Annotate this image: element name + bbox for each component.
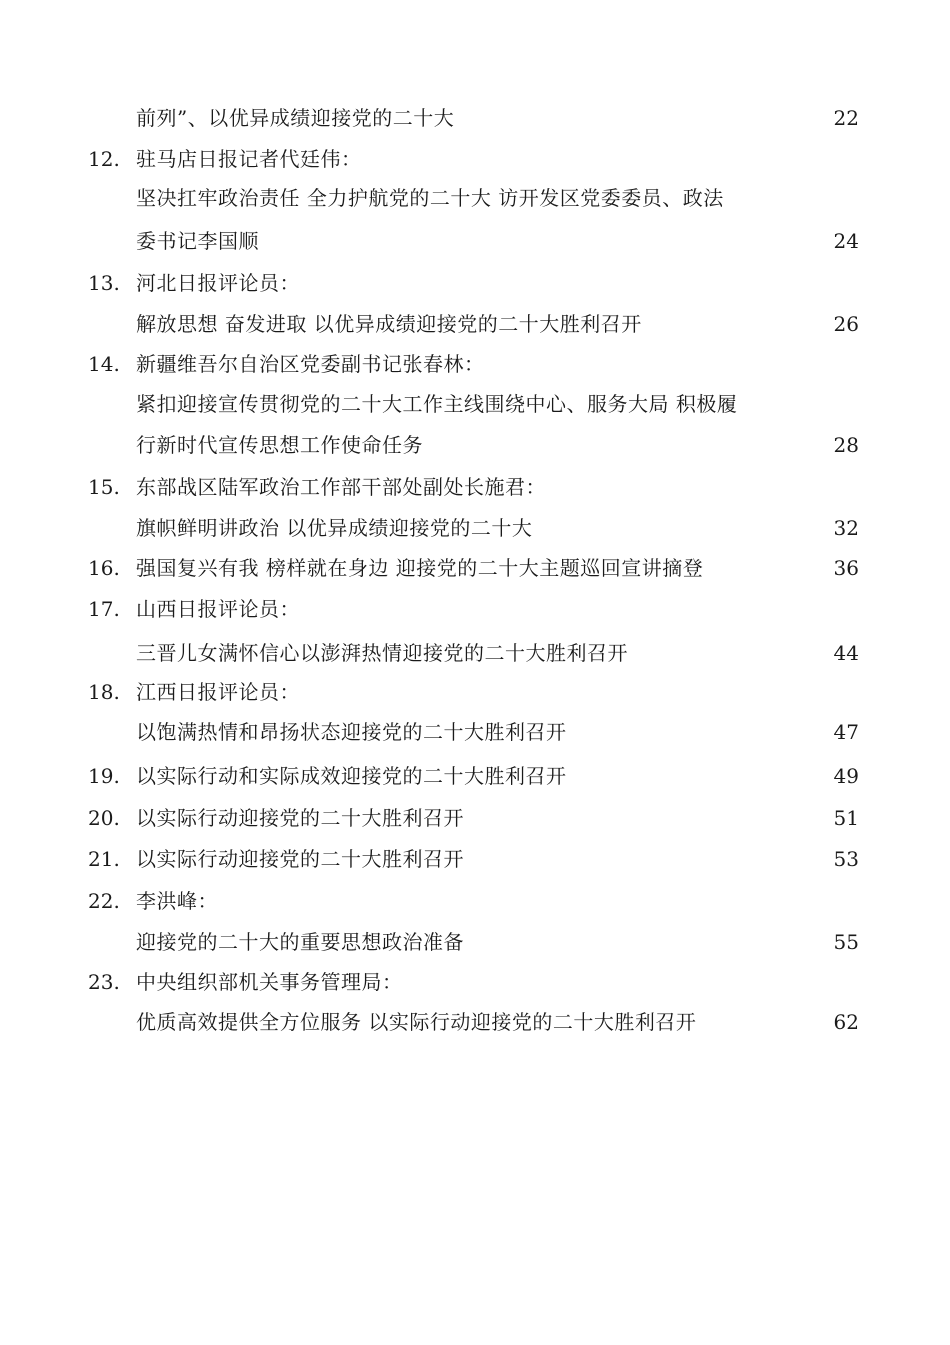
toc-entry-line bbox=[0, 553, 950, 583]
toc-entry-text: 强国复兴有我 榜样就在身边 迎接党的二十大主题巡回宣讲摘登 bbox=[136, 556, 704, 580]
toc-entry-line bbox=[0, 967, 950, 997]
toc-entry-line bbox=[0, 1007, 950, 1037]
toc-entry-author: 李洪峰： bbox=[136, 889, 218, 913]
toc-entry-text: 旗帜鲜明讲政治 以优异成绩迎接党的二十大 bbox=[136, 516, 533, 540]
toc-entry-line bbox=[0, 803, 950, 833]
toc-entry-line bbox=[0, 844, 950, 874]
toc-page-number: 55 bbox=[833, 930, 859, 954]
toc-page-number: 24 bbox=[833, 229, 859, 253]
toc-page-number: 22 bbox=[833, 106, 859, 130]
toc-entry-author: 驻马店日报记者代廷伟： bbox=[136, 147, 362, 171]
toc-entry-line bbox=[0, 309, 950, 339]
toc-entry-author: 山西日报评论员： bbox=[136, 597, 300, 621]
toc-entry-line bbox=[0, 472, 950, 502]
toc-page-number: 49 bbox=[833, 764, 859, 788]
toc-entry-line bbox=[0, 349, 950, 379]
toc-entry-text: 以实际行动迎接党的二十大胜利召开 bbox=[136, 847, 464, 871]
toc-entry-number: 18. bbox=[88, 680, 120, 704]
toc-entry-line bbox=[0, 389, 950, 419]
toc-page-number: 28 bbox=[833, 433, 859, 457]
toc-page-number: 47 bbox=[833, 720, 859, 744]
toc-entry-text: 迎接党的二十大的重要思想政治准备 bbox=[136, 930, 464, 954]
toc-entry-text: 委书记李国顺 bbox=[136, 229, 259, 253]
toc-entry-line bbox=[0, 103, 950, 133]
toc-entry-author: 江西日报评论员： bbox=[136, 680, 300, 704]
toc-entry-line bbox=[0, 144, 950, 174]
toc-entry-number: 12. bbox=[88, 147, 120, 171]
toc-entry-number: 19. bbox=[88, 764, 120, 788]
toc-entry-text: 优质高效提供全方位服务 以实际行动迎接党的二十大胜利召开 bbox=[136, 1010, 697, 1034]
toc-entry-line bbox=[0, 717, 950, 747]
toc-entry-line bbox=[0, 886, 950, 916]
toc-entry-number: 22. bbox=[88, 889, 120, 913]
toc-entry-line bbox=[0, 226, 950, 256]
toc-page-number: 51 bbox=[833, 806, 859, 830]
toc-entry-text: 紧扣迎接宣传贯彻党的二十大工作主线围绕中心、服务大局 积极履 bbox=[136, 392, 738, 416]
toc-page-number: 32 bbox=[833, 516, 859, 540]
toc-entry-number: 20. bbox=[88, 806, 120, 830]
toc-entry-text: 行新时代宣传思想工作使命任务 bbox=[136, 433, 423, 457]
toc-entry-line bbox=[0, 430, 950, 460]
toc-entry-author: 东部战区陆军政治工作部干部处副处长施君： bbox=[136, 475, 546, 499]
toc-entry-author: 河北日报评论员： bbox=[136, 271, 300, 295]
toc-entry-line bbox=[0, 183, 950, 213]
toc-page-number: 44 bbox=[833, 641, 859, 665]
toc-entry-number: 13. bbox=[88, 271, 120, 295]
toc-entry-author: 新疆维吾尔自治区党委副书记张春林： bbox=[136, 352, 485, 376]
toc-entry-text: 以饱满热情和昂扬状态迎接党的二十大胜利召开 bbox=[136, 720, 567, 744]
toc-entry-text: 以实际行动和实际成效迎接党的二十大胜利召开 bbox=[136, 764, 567, 788]
toc-entry-line bbox=[0, 594, 950, 624]
toc-entry-text: 前列”、以优异成绩迎接党的二十大 bbox=[136, 106, 455, 130]
toc-entry-number: 23. bbox=[88, 970, 120, 994]
toc-entry-author: 中央组织部机关事务管理局： bbox=[136, 970, 403, 994]
toc-page-number: 26 bbox=[833, 312, 859, 336]
toc-page-number: 62 bbox=[833, 1010, 859, 1034]
toc-entry-line bbox=[0, 638, 950, 668]
toc-entry-text: 以实际行动迎接党的二十大胜利召开 bbox=[136, 806, 464, 830]
toc-page-number: 53 bbox=[833, 847, 859, 871]
toc-entry-number: 21. bbox=[88, 847, 120, 871]
toc-page-number: 36 bbox=[833, 556, 859, 580]
toc-entry-number: 16. bbox=[88, 556, 120, 580]
toc-entry-text: 坚决扛牢政治责任 全力护航党的二十大 访开发区党委委员、政法 bbox=[136, 186, 724, 210]
toc-entry-line bbox=[0, 927, 950, 957]
toc-entry-line bbox=[0, 513, 950, 543]
toc-entry-text: 三晋儿女满怀信心以澎湃热情迎接党的二十大胜利召开 bbox=[136, 641, 628, 665]
toc-entry-number: 15. bbox=[88, 475, 120, 499]
toc-entry-line bbox=[0, 761, 950, 791]
toc-entry-line bbox=[0, 677, 950, 707]
toc-entry-number: 17. bbox=[88, 597, 120, 621]
toc-entry-text: 解放思想 奋发进取 以优异成绩迎接党的二十大胜利召开 bbox=[136, 312, 642, 336]
toc-entry-number: 14. bbox=[88, 352, 120, 376]
toc-entry-line bbox=[0, 268, 950, 298]
